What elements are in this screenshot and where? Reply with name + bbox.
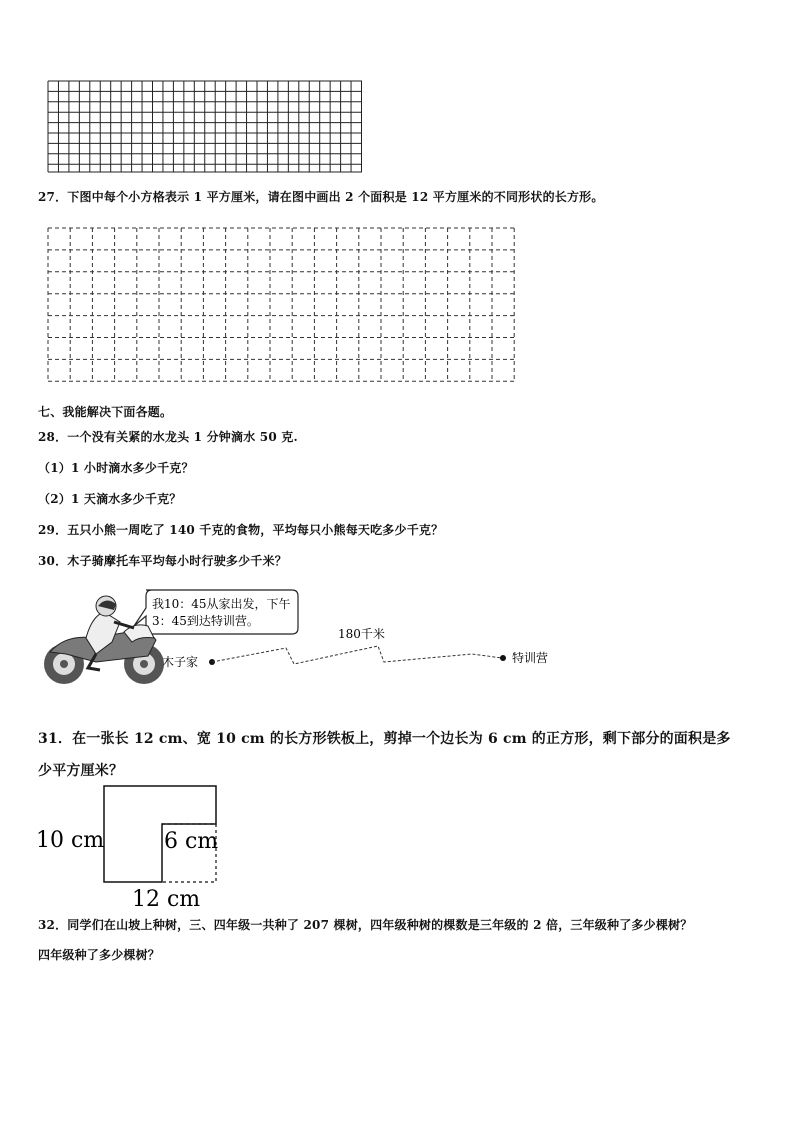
route-line [212,646,502,664]
length-label: 12 cm [132,887,201,912]
end-point [500,655,506,661]
section-7-heading: 七、我能解决下面各题。 [38,405,173,419]
end-label: 特训营 [512,651,549,665]
start-label: 木子家 [162,655,199,669]
motorcycle-figure [36,582,596,692]
cut-label: 6 cm [164,829,219,854]
question-30: 30．木子骑摩托车平均每小时行驶多少千米？ [38,554,287,568]
question-29: 29．五只小熊一周吃了 140 千克的食物，平均每只小熊每天吃多少千克？ [38,523,444,537]
question-32-line-2: 四年级种了多少棵树？ [38,948,161,962]
question-28: 28．一个没有关紧的水龙头 1 分钟滴水 50 克. [38,430,298,444]
question-31-line-2: 少平方厘米？ [38,763,124,779]
question-31-line-1: 31．在一张长 12 cm、宽 10 cm 的长方形铁板上，剪掉一个边长为 6 cm 的正方形，剩下部分的面积是多 [38,731,731,747]
question-28-part-1: （1）1 小时滴水多少千克？ [38,461,194,475]
cut-rectangle-figure [34,784,234,912]
distance-label: 180千米 [338,627,385,641]
speech-text-line-2: 3：45到达特训营。 [152,614,259,628]
solid-grid [46,80,366,174]
speech-text-line-1: 我10：45从家出发，下午 [152,597,291,611]
width-label: 10 cm [36,828,105,853]
dashed-grid [46,226,518,384]
question-32-line-1: 32．同学们在山坡上种树，三、四年级一共种了 207 棵树，四年级种树的棵数是三年级的 2 倍，三年级种了多少棵树？ [38,918,693,932]
question-28-part-2: （2）1 天滴水多少千克？ [38,492,182,506]
question-27: 27．下图中每个小方格表示 1 平方厘米，请在图中画出 2 个面积是 12 平方厘米的不同形状的长方形。 [38,190,604,204]
